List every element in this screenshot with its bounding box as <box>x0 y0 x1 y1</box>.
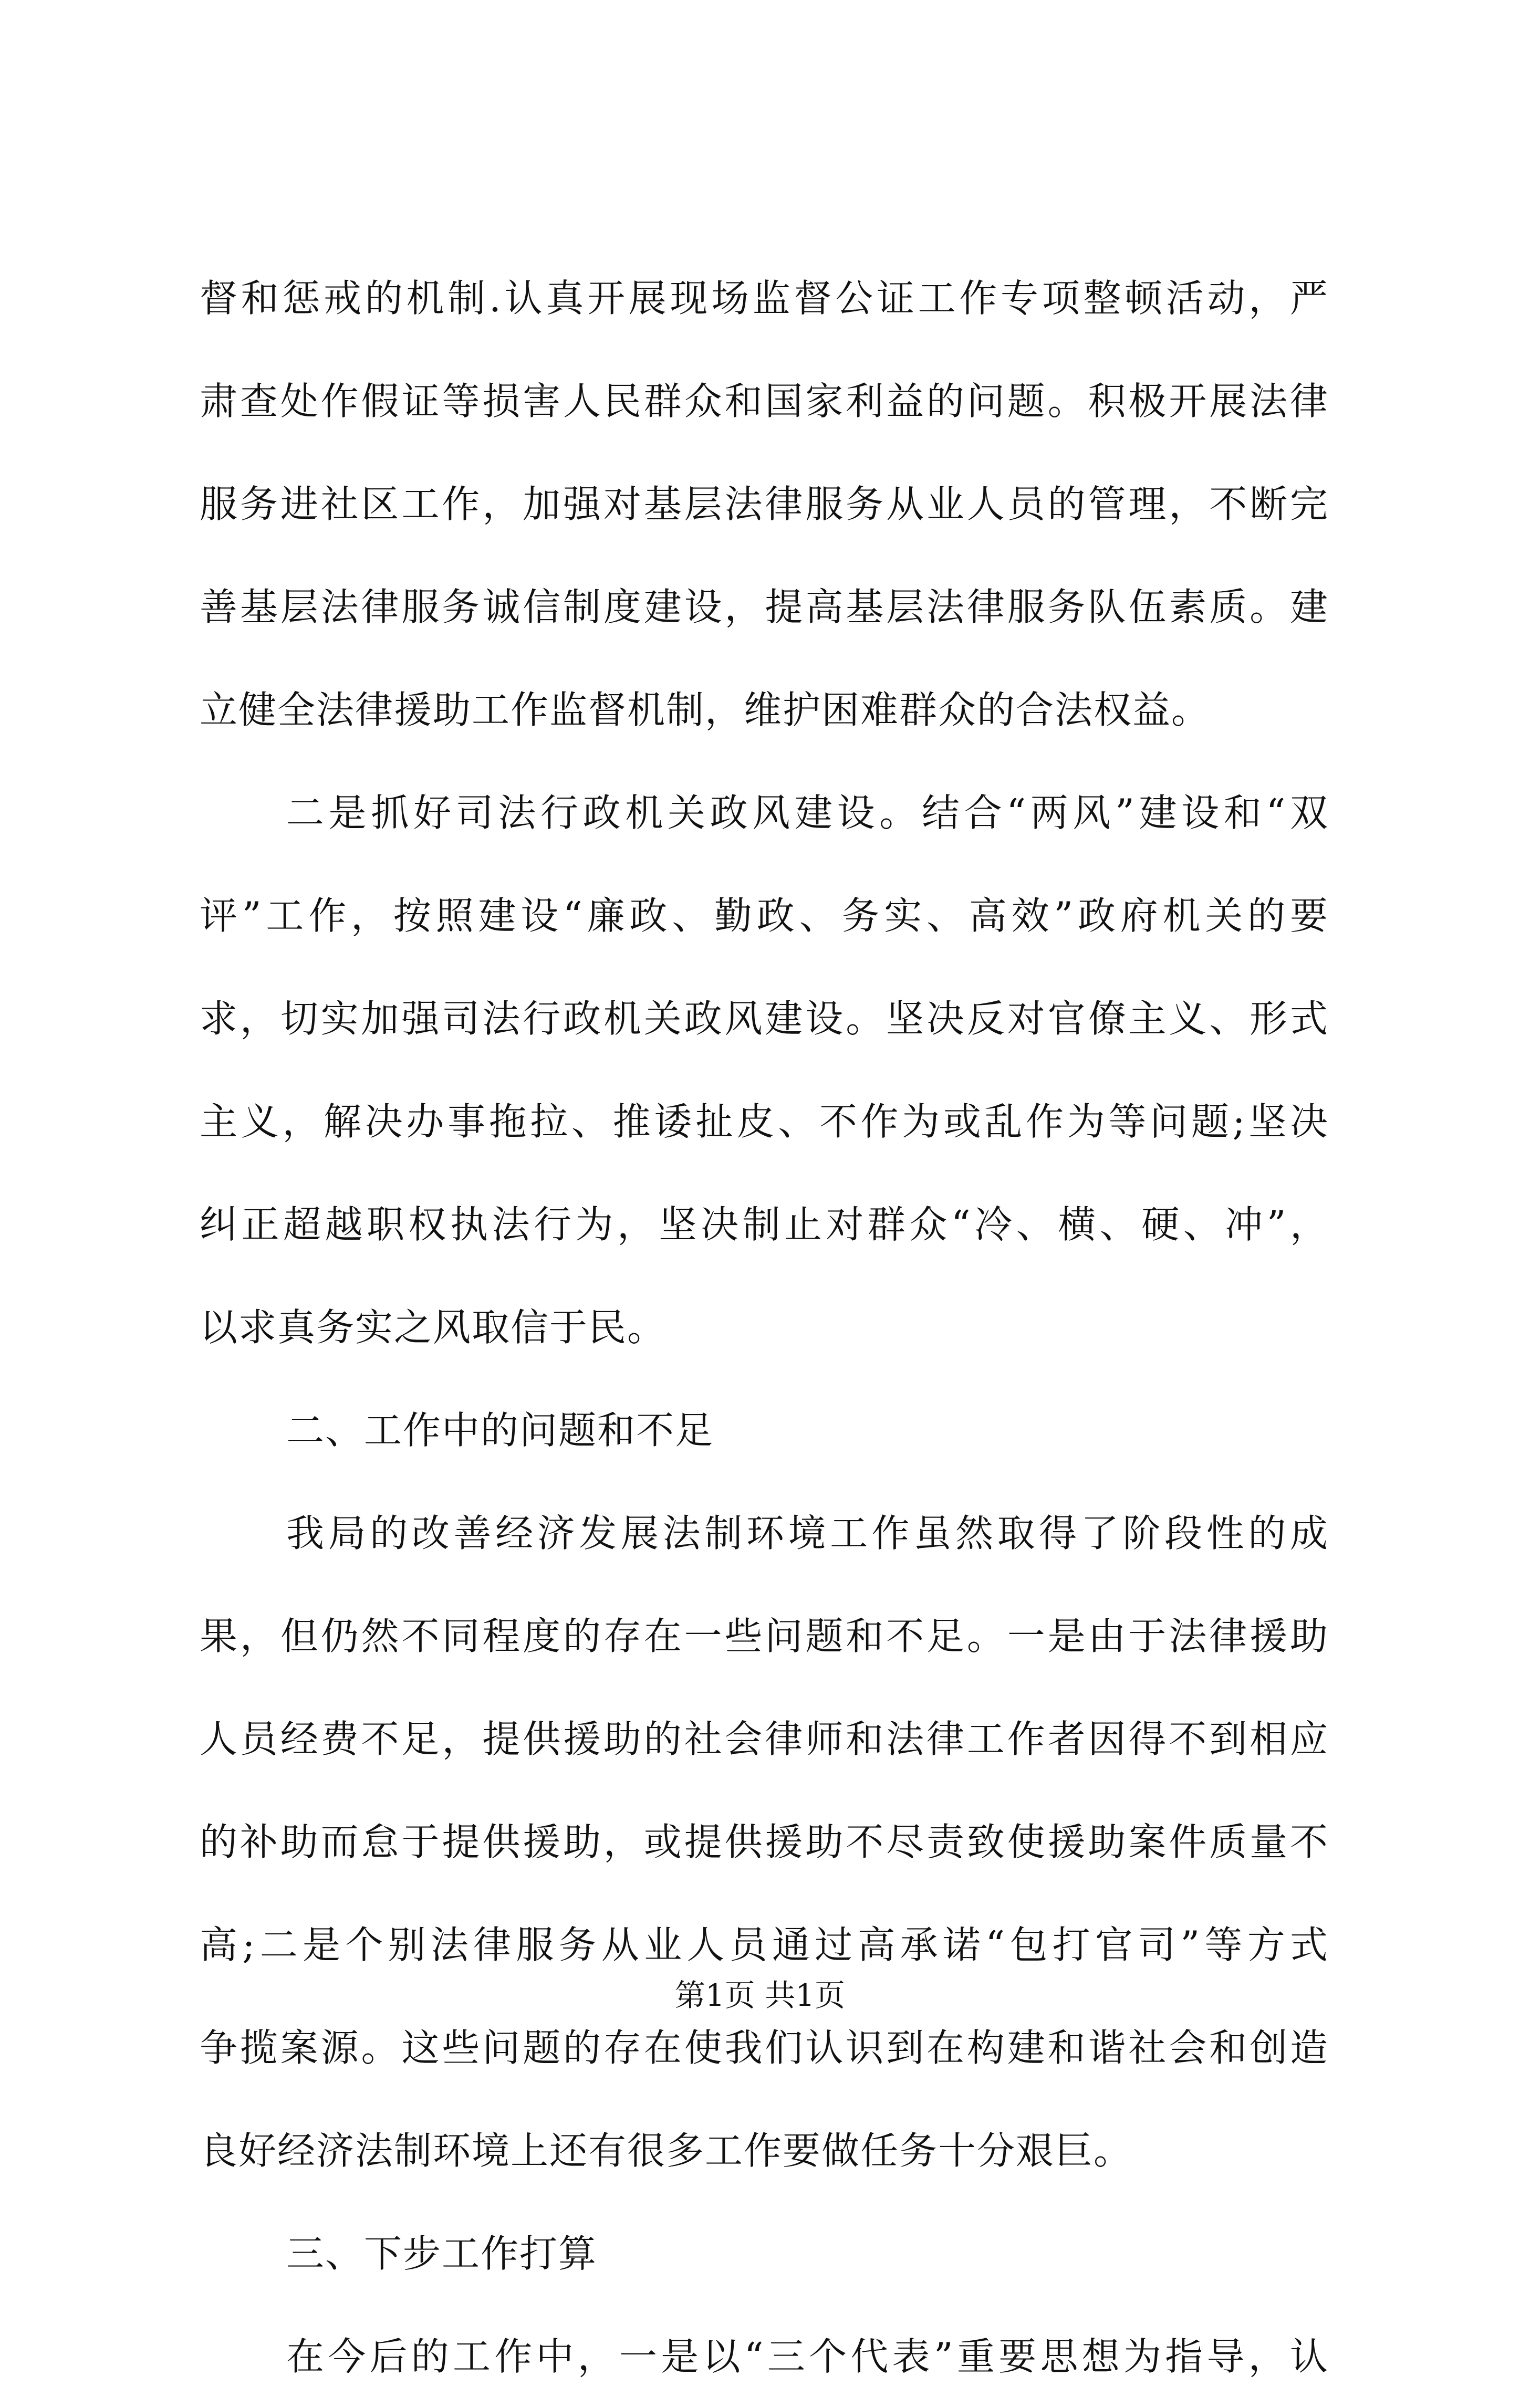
text-line: 以求真务实之风取信于民。 <box>200 1305 667 1349</box>
text-line: 良好经济法制环境上还有很多工作要做任务十分艰巨。 <box>200 2129 1133 2173</box>
text-line: 立健全法律援助工作监督机制，维护困难群众的合法权益。 <box>200 688 1211 732</box>
paragraph-first-line: 我局的改善经济发展法制环境工作虽然取得了阶段性的成 <box>286 1511 1329 1555</box>
page-number-footer: 第1页 共1页 <box>674 1977 846 2013</box>
text-line: 的补助而怠于提供援助，或提供援助不尽责致使援助案件质量不 <box>200 1820 1329 1864</box>
text-line: 人员经费不足，提供援助的社会律师和法律工作者因得不到相应 <box>200 1717 1329 1761</box>
section-heading: 二、工作中的问题和不足 <box>286 1408 714 1452</box>
text-line: 评”工作，按照建设“廉政、勤政、务实、高效”政府机关的要 <box>200 894 1329 938</box>
text-line: 高;二是个别法律服务从业人员通过高承诺“包打官司”等方式 <box>200 1923 1329 1967</box>
paragraph-first-line: 二是抓好司法行政机关政风建设。结合“两风”建设和“双 <box>286 791 1329 835</box>
text-line: 督和惩戒的机制.认真开展现场监督公证工作专项整顿活动，严 <box>200 276 1329 320</box>
document-body <box>200 247 1329 2408</box>
text-line: 善基层法律服务诚信制度建设，提高基层法律服务队伍素质。建 <box>200 585 1329 629</box>
text-line: 求，切实加强司法行政机关政风建设。坚决反对官僚主义、形式 <box>200 997 1329 1041</box>
section-heading: 三、下步工作打算 <box>286 2232 598 2276</box>
text-line: 服务进社区工作，加强对基层法律服务从业人员的管理，不断完 <box>200 482 1329 526</box>
text-line: 主义，解决办事拖拉、推诿扯皮、不作为或乱作为等问题;坚决 <box>200 1100 1329 1144</box>
paragraph-first-line: 在今后的工作中，一是以“三个代表”重要思想为指导，认 <box>286 2334 1329 2379</box>
text-line: 果，但仍然不同程度的存在一些问题和不足。一是由于法律援助 <box>200 1614 1329 1658</box>
text-line: 纠正超越职权执法行为，坚决制止对群众“冷、横、硬、冲”， <box>200 1202 1329 1247</box>
text-line: 肃查处作假证等损害人民群众和国家利益的问题。积极开展法律 <box>200 379 1329 423</box>
text-line: 争揽案源。这些问题的存在使我们认识到在构建和谐社会和创造 <box>200 2026 1329 2070</box>
